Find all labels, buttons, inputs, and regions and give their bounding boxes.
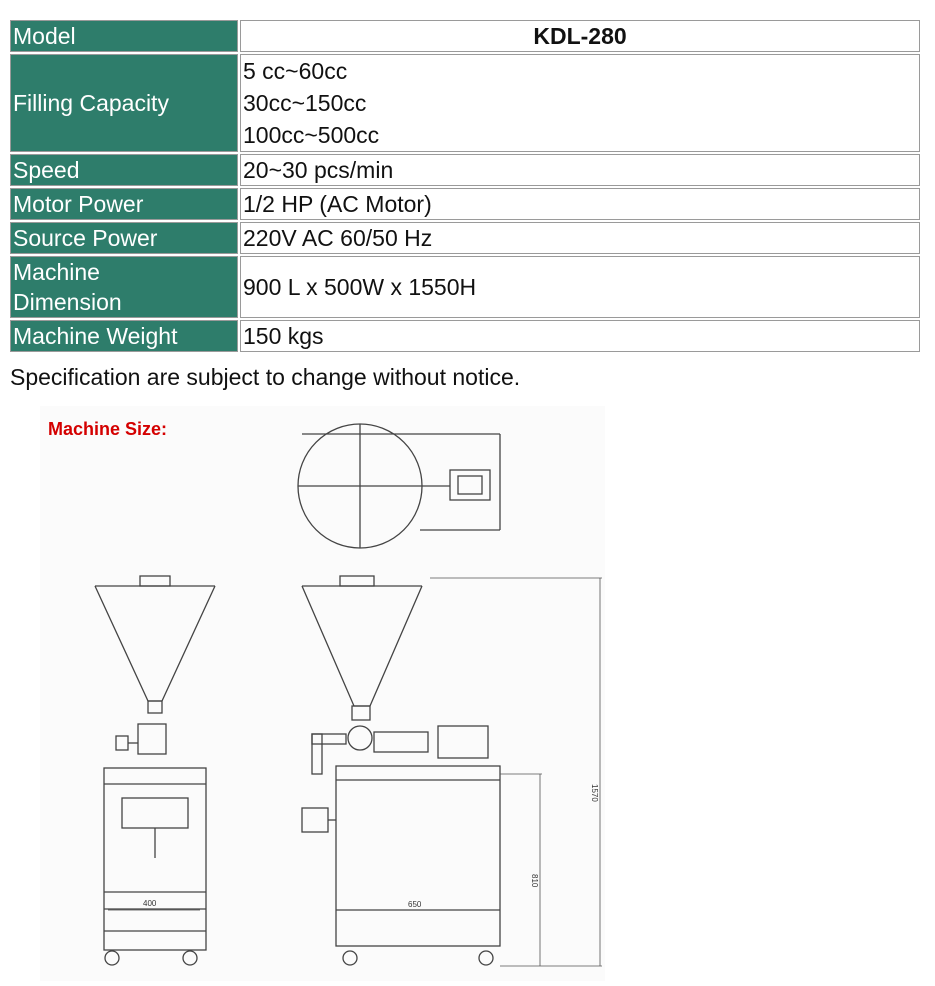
filling-capacity-2: 30cc~150cc [243,90,367,116]
machine-drawing [40,406,605,981]
dim-label-total-height: 1570 [590,784,599,802]
spec-value-source: 220V AC 60/50 Hz [240,222,920,254]
spec-label-source: Source Power [10,222,238,254]
dimension-label-line-2: Dimension [13,289,122,315]
filling-capacity-3: 100cc~500cc [243,122,380,148]
spec-value-dimension: 900 L x 500W x 1550H [240,256,920,318]
spec-row-filling [10,54,920,152]
spec-row-motor [10,188,920,220]
spec-label-dimension [10,256,238,318]
front-view-drawing [302,576,500,965]
spec-label-motor: Motor Power [10,188,238,220]
spec-label-filling: Filling Capacity [10,54,238,152]
spec-row-source [10,222,920,254]
dim-label-side-width: 400 [143,899,157,908]
spec-disclaimer: Specification are subject to change without notice. [10,364,521,390]
filling-capacity-1: 5 cc~60cc [243,58,348,84]
spec-label-model: Model [10,20,238,52]
machine-size-heading: Machine Size: [48,419,168,439]
spec-value-speed: 20~30 pcs/min [240,154,920,186]
spec-value-motor: 1/2 HP (AC Motor) [240,188,920,220]
spec-label-speed: Speed [10,154,238,186]
spec-row-model [10,20,920,52]
dimension-label-line-1: Machine [13,259,100,285]
machine-drawing-svg [40,406,605,981]
spec-table [8,18,922,354]
spec-row-dimension [10,256,920,318]
top-view-drawing [298,424,500,548]
dim-label-base-height: 810 [530,874,539,888]
dimension-lines [430,578,602,966]
spec-value-model: KDL-280 [240,20,920,52]
spec-row-weight [10,320,920,352]
spec-label-weight: Machine Weight [10,320,238,352]
dim-label-front-width: 650 [408,900,422,909]
spec-value-weight: 150 kgs [240,320,920,352]
spec-row-speed [10,154,920,186]
spec-value-filling [240,54,920,152]
